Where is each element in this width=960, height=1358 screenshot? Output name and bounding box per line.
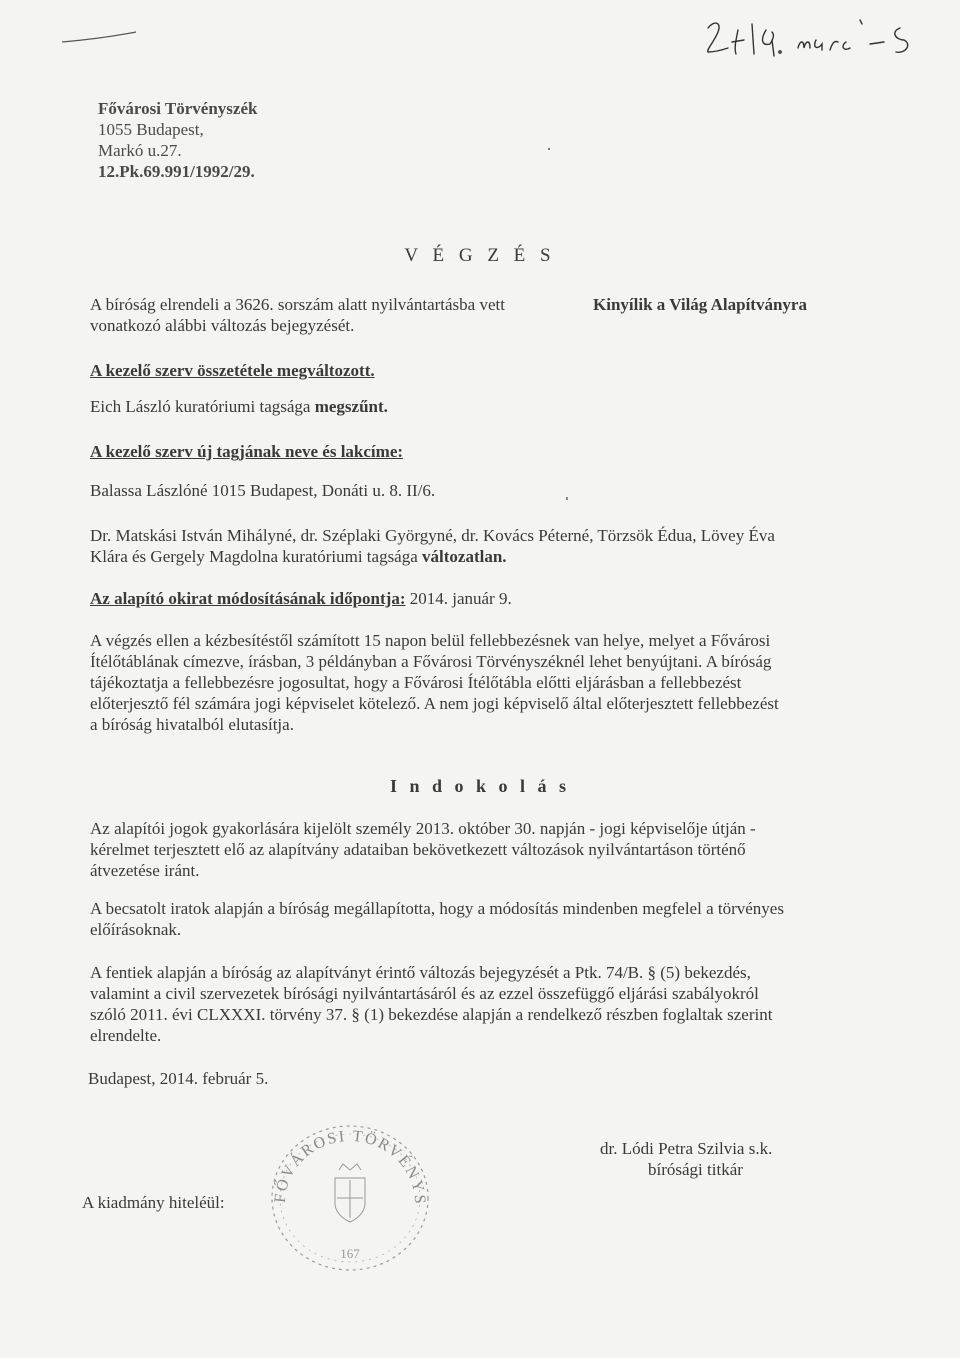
court-name: Fővárosi Törvényszék [98,99,258,118]
reasoning-paragraph-2 [90,898,830,940]
appeal-paragraph [90,630,840,735]
authentication-label: A kiadmány hiteléül: [82,1193,225,1212]
appeal-line: tájékoztatja a fellebbezésre jogosultat, hogy a Fővárosi Ítélőtábla előtti eljárásban a fellebbezést [90,673,742,692]
removed-member-line [90,396,388,417]
appeal-line: a bíróság hivatalból elutasítja. [90,715,294,734]
stamp-text: FŐVÁROSI TÖRVÉNYSZÉK [248,1095,429,1206]
case-number: 12.Pk.69.991/1992/29. [98,162,255,181]
reasoning-line: kérelmet terjesztett elő az alapítvány adataiban bekövetkezett változások nyilvántartáson történő [90,840,746,859]
handwritten-note [700,10,930,70]
unchanged-members-text: Klára és Gergely Magdolna kuratóriumi tagsága [90,547,418,566]
reasoning-line: átvezetése iránt. [90,861,200,880]
appeal-line: Ítélőtáblának címezve, írásban, 3 példányban a Fővárosi Törvényszéknél lehet benyújtani. A bíróság [90,652,772,671]
removed-status: megszűnt. [314,397,388,416]
court-street: Markó u.27. [98,141,182,160]
unchanged-members-line2 [90,546,507,567]
appeal-line: előterjesztő fél számára jogi képviselet kötelező. A nem jogi képviselő által előterjesztett fellebbezést [90,694,779,713]
reasoning-line: Az alapítói jogok gyakorlására kijelölt személy 2013. október 30. napján - jogi képviselője útján - [90,819,756,838]
reasoning-paragraph-1 [90,818,830,881]
stamp-number: 167 [340,1246,360,1261]
intro-text [90,294,505,315]
court-zip-city: 1055 Budapest, [98,120,204,139]
foundation-name: Kinyílik a Világ Alapítványra [593,295,807,314]
reasoning-line: A fentiek alapján a bíróság az alapítványt érintő változás bejegyzését a Ptk. 74/B. § (5) bekezdés, [90,963,751,982]
removed-member-text: Eich László kuratóriumi tagsága [90,397,311,416]
reasoning-line: szóló 2011. évi CLXXXI. törvény 37. § (1) bekezdése alapján a rendelkező részben foglaltak szerint [90,1005,773,1024]
pen-stroke-mark [60,28,140,48]
document-title: V É G Z É S [404,245,556,266]
reasoning-line: valamint a civil szervezetek bírósági nyilvántartásáról és az ezzel összefüggő eljárási szabályokról [90,984,759,1003]
reasoning-line: A becsatolt iratok alapján a bíróság megállapította, hogy a módosítás mindenben megfelel a törvényes [90,899,784,918]
unchanged-status: változatlan. [422,547,507,566]
reasoning-title: I n d o k o l á s [389,776,571,796]
coat-of-arms-icon [335,1164,365,1222]
court-stamp [248,1095,445,1278]
reasoning-line: elrendelte. [90,1026,162,1045]
amendment-date: 2014. január 9. [409,589,512,608]
unchanged-members-line1: Dr. Matskási István Mihályné, dr. Széplaki Györgyné, dr. Kovács Péterné, Törzsök Édua, Lövey Éva [90,526,775,545]
amendment-label: Az alapító okirat módosításának időpontja: [90,589,406,608]
reasoning-paragraph-3 [90,962,830,1046]
signatory-role: bírósági titkár [648,1160,743,1179]
svg-text:FŐVÁROSI TÖRVÉNYSZÉK [248,1093,428,1206]
place-date: Budapest, 2014. február 5. [88,1069,269,1088]
reasoning-line: előírásoknak. [90,920,182,939]
new-member-heading: A kezelő szerv új tagjának neve és lakcíme: [90,442,404,461]
signatory-name: dr. Lódi Petra Szilvia s.k. [600,1139,773,1158]
scan-speck [566,497,568,500]
intro-text-main: A bíróság elrendeli a 3626. sorszám alatt nyilvántartásba vett [90,295,505,314]
amendment-date-line [90,588,512,609]
intro-line2: vonatkozó alábbi változás bejegyzését. [90,316,355,335]
scan-speck [548,148,550,150]
new-member-details: Balassa Lászlóné 1015 Budapest, Donáti u. 8. II/6. [90,481,436,500]
appeal-line: A végzés ellen a kézbesítéstől számított 15 napon belül fellebbezésnek van helye, melyet a Fővárosi [90,631,771,650]
change-heading: A kezelő szerv összetétele megváltozott. [90,361,375,380]
